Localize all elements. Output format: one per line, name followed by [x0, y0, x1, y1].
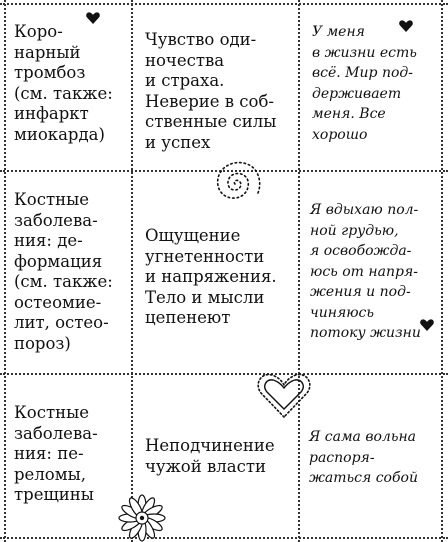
heart-icon — [419, 317, 435, 333]
column-divider — [131, 0, 133, 542]
affirmation-cell: Я сама вольна распоря- жаться собой — [309, 429, 418, 486]
column-divider — [298, 0, 300, 542]
cause-cell: Чувство оди- ночества и страха. Неверие в соб- ственные силы и успех — [145, 30, 277, 152]
row-divider — [0, 537, 448, 539]
column-divider — [4, 0, 6, 542]
affirmation-cell: У меня в жизни есть всё. Мир под- держивает меня. Все хорошо — [312, 24, 417, 143]
row-divider — [0, 373, 448, 375]
heart-icon — [85, 10, 101, 26]
row-divider — [0, 3, 448, 5]
affirmation-cell: Я вдыхаю пол- ной грудью, я освобожда- юсь от напря- жения и под- чиняюсь потоку жизни — [310, 202, 421, 341]
cause-cell: Ощущение угнетенности и напряжения. Тело и мысли цепенеют — [145, 226, 277, 327]
column-divider — [441, 0, 443, 542]
heart-icon — [398, 18, 414, 34]
problem-cell: Коро- нарный тромбоз (см. также: инфаркт миокарда) — [14, 22, 113, 144]
heart-outline-icon — [256, 371, 312, 421]
spiral-ornament-icon — [200, 148, 270, 218]
flower-icon — [118, 494, 166, 542]
problem-cell: Костные заболева- ния: пе- реломы, трещины — [14, 403, 98, 504]
problem-cell: Костные заболева- ния: де- формация (см. также: остеомие- лит, остео- пороз) — [14, 190, 113, 353]
cause-cell: Неподчинение чужой власти — [145, 436, 275, 476]
